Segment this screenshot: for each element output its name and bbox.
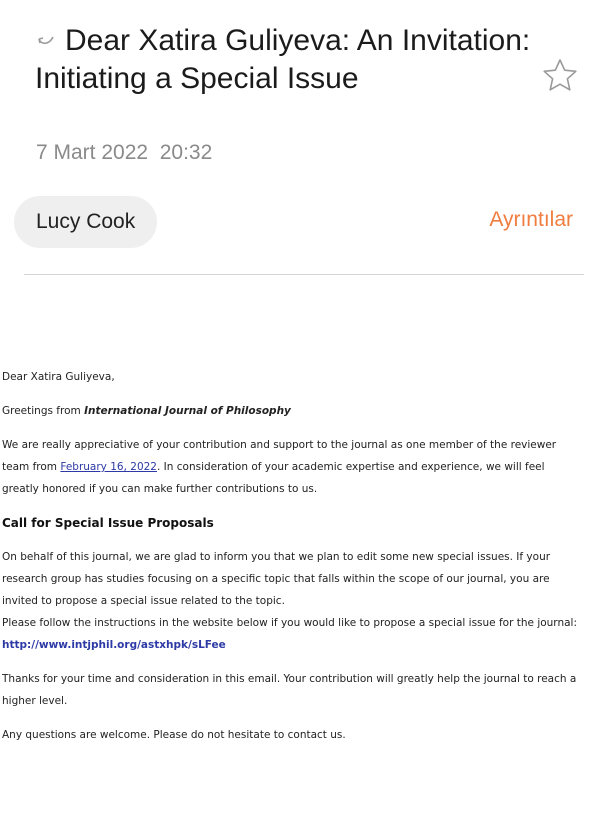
- greeting-line: [2, 400, 582, 422]
- email-subject: Dear Xatira Guliyeva: An Invitation: Initiating a Special Issue: [35, 24, 531, 95]
- details-link[interactable]: Ayrıntılar: [489, 208, 573, 231]
- section-title: Call for Special Issue Proposals: [2, 516, 214, 530]
- proposal-url-link[interactable]: http://www.intjphil.org/astxhpk/sLFee: [2, 639, 226, 651]
- paragraph-instructions: Please follow the instructions in the website below if you would like to propose a special issue for the journal:: [2, 617, 577, 629]
- paragraph-special-issue: On behalf of this journal, we are glad to inform you that we plan to edit some new special issues. If your research group has studies focusing on a specific topic that falls within the scope of our journal, you are invited to propose a special issue related to the topic.: [2, 551, 551, 607]
- star-icon[interactable]: [541, 57, 579, 93]
- email-body: [0, 366, 606, 746]
- greeting-prefix: Greetings from: [2, 405, 85, 417]
- sender-chip[interactable]: Lucy Cook: [14, 196, 157, 248]
- header-divider: [24, 274, 584, 275]
- salutation: Dear Xatira Guliyeva,: [2, 371, 115, 383]
- email-date: 7 Mart 2022 20:32: [36, 141, 213, 164]
- paragraph-questions: Any questions are welcome. Please do not hesitate to contact us.: [2, 729, 346, 741]
- date-link[interactable]: February 16, 2022: [60, 461, 157, 473]
- journal-name: International Journal of Philosophy: [84, 405, 291, 417]
- para1-after: . In consideration of your academic expertise and experience, we will feel greatly honored if you can make further contributions to us.: [2, 461, 545, 495]
- email-header: [0, 0, 606, 280]
- paragraph-thanks: Thanks for your time and consideration in this email. Your contribution will greatly help the journal to reach a higher level.: [2, 673, 577, 707]
- para1-before: We are really appreciative of your contribution and support to the journal as one member of the reviewer team from: [2, 439, 557, 473]
- paragraph-appreciation: [2, 434, 582, 500]
